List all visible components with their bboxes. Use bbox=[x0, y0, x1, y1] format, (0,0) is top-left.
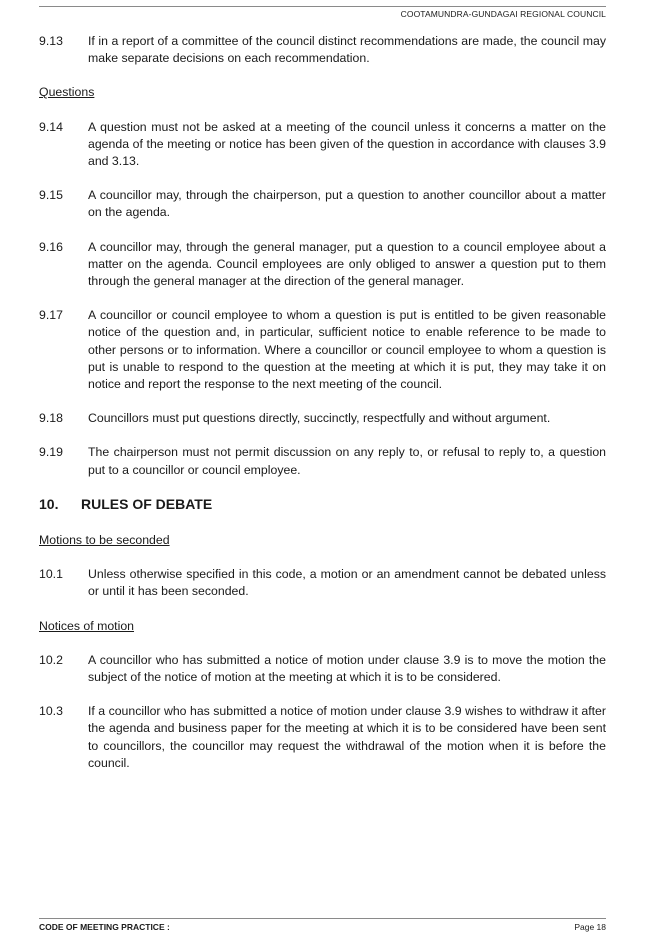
clause-number: 9.14 bbox=[39, 119, 63, 134]
clause-10-2 bbox=[39, 652, 606, 686]
clause-number: 9.18 bbox=[39, 411, 63, 426]
clause-9-19 bbox=[39, 444, 606, 478]
subheading-notices-of-motion: Notices of motion bbox=[39, 618, 135, 633]
page-header bbox=[39, 6, 606, 19]
clause-number: 9.16 bbox=[39, 239, 63, 254]
clause-number: 9.15 bbox=[39, 188, 63, 203]
clause-9-17 bbox=[39, 307, 606, 393]
clause-number: 10.2 bbox=[39, 652, 63, 667]
clause-number: 9.13 bbox=[39, 34, 63, 48]
section-heading-10 bbox=[39, 496, 606, 513]
clause-9-14 bbox=[39, 119, 606, 171]
clause-text: The chairperson must not permit discussion on any reply to, or refusal to reply to, a question put to a councillor or council employee. bbox=[88, 445, 606, 477]
clause-text: A councillor who has submitted a notice of motion under clause 3.9 is to move the motion the subject of the notice of motion at the meeting at which it is to be considered. bbox=[88, 652, 606, 685]
clause-text: A councillor or council employee to whom a question is put is entitled to be given reasonable notice of the question and, in particular, sufficient notice to enable reference to be made to other persons or to information. Where a councillor or council employee to whom a question is put is unable to respond to the question at the meeting at which it is put, they may take it on notice and report the response to the next meeting of the council. bbox=[88, 308, 606, 392]
clause-10-1 bbox=[39, 566, 606, 600]
clause-text: A question must not be asked at a meeting of the council unless it concerns a matter on the agenda of the meeting or notice has been given of the question in accordance with clauses 3.9 and 3.13. bbox=[88, 119, 606, 169]
clause-number: 10.3 bbox=[39, 704, 63, 719]
clause-text: Unless otherwise specified in this code, a motion or an amendment cannot be debated unless or until it has been seconded. bbox=[88, 567, 606, 599]
clause-text: If in a report of a committee of the council distinct recommendations are made, the council may make separate decisions on each recommendation. bbox=[88, 34, 606, 66]
clause-9-13 bbox=[39, 33, 606, 67]
clause-text: A councillor may, through the general manager, put a question to a council employee about a matter on the agenda. Council employees are only obliged to answer a question put to them through the general manager at the direction of the general manager. bbox=[88, 239, 606, 289]
document-body bbox=[39, 33, 606, 789]
section-title: RULES OF DEBATE bbox=[81, 495, 213, 512]
clause-text: If a councillor who has submitted a notice of motion under clause 3.9 wishes to withdraw it after the agenda and business paper for the meeting at which it is to be considered have been sent to councillors, the councillor may request the withdrawal of the motion when it is before the council. bbox=[88, 704, 606, 770]
page-footer bbox=[39, 918, 606, 932]
page-number: Page 18 bbox=[574, 922, 606, 932]
clause-text: A councillor may, through the chairperson, put a question to another councillor about a matter on the agenda. bbox=[88, 188, 606, 220]
subheading-motions-seconded: Motions to be seconded bbox=[39, 533, 170, 548]
clause-10-3 bbox=[39, 703, 606, 772]
clause-number: 9.19 bbox=[39, 445, 63, 460]
clause-number: 10.1 bbox=[39, 567, 63, 582]
clause-number: 9.17 bbox=[39, 308, 63, 323]
clause-text: Councillors must put questions directly, succinctly, respectfully and without argument. bbox=[88, 411, 551, 426]
organisation-name: COOTAMUNDRA-GUNDAGAI REGIONAL COUNCIL bbox=[400, 9, 606, 19]
document-title: CODE OF MEETING PRACTICE : bbox=[39, 922, 170, 932]
clause-9-16 bbox=[39, 239, 606, 291]
clause-9-18 bbox=[39, 410, 606, 427]
clause-9-15 bbox=[39, 187, 606, 221]
section-number: 10. bbox=[39, 495, 59, 512]
subheading-questions: Questions bbox=[39, 85, 95, 100]
